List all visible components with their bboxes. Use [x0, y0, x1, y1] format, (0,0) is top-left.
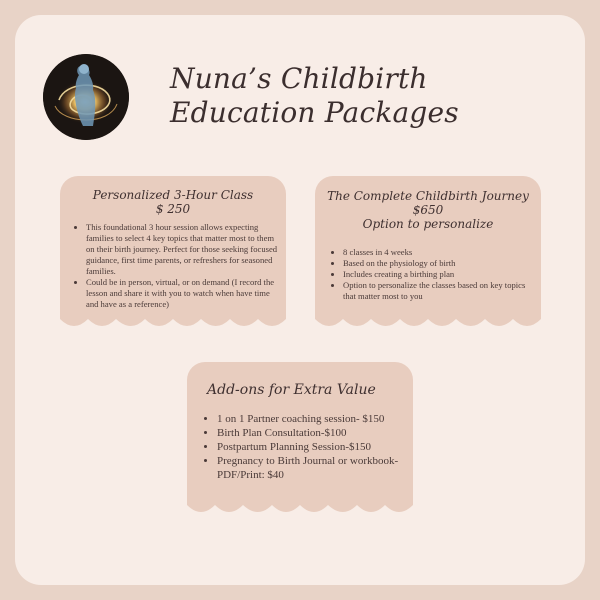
scallop-edge [60, 317, 286, 331]
page-title-line1: Nuna’s Childbirth [170, 62, 428, 95]
list-item: • This foundational 3 hour session allows expecting families to select 4 key topics that matter most to them on their birth journey. Perfect for those seeking focused guidance, first time parents, or refreshers for seasoned families. [86, 222, 278, 277]
list-item: • Pregnancy to Birth Journal or workbook- PDF/Print: $40 [217, 454, 405, 482]
list-item: • 8 classes in 4 weeks [343, 247, 535, 258]
package-card-personalized [60, 176, 286, 319]
package-features-list [60, 222, 286, 310]
addons-title: Add-ons for Extra Value [207, 382, 376, 398]
package-title [60, 176, 286, 216]
list-item: • Postpartum Planning Session-$150 [217, 440, 405, 454]
package-price: $ 250 [155, 202, 191, 216]
swirl-figure-logo-icon [43, 54, 129, 140]
addons-list [187, 412, 413, 482]
list-item: • Could be in person, virtual, or on demand (I record the lesson and share it with you to watch when have time and have as a reference) [86, 277, 278, 310]
package-title-text: Personalized 3-Hour Class [92, 188, 254, 202]
list-item: • Includes creating a birthing plan [343, 269, 535, 280]
package-title-text: The Complete Childbirth Journey [327, 189, 529, 203]
package-features-list [315, 247, 541, 302]
list-item: • Option to personalize the classes based on key topics that matter most to you [343, 280, 535, 302]
list-item: • 1 on 1 Partner coaching session- $150 [217, 412, 405, 426]
page-title-line2: Education Packages [170, 96, 459, 129]
addons-card [187, 362, 413, 505]
package-title [315, 176, 541, 231]
scallop-edge [315, 317, 541, 331]
package-card-complete-journey [315, 176, 541, 319]
list-item: • Based on the physiology of birth [343, 258, 535, 269]
scallop-edge [187, 503, 413, 517]
package-price: $650 [412, 203, 444, 217]
list-item: • Birth Plan Consultation-$100 [217, 426, 405, 440]
package-subtitle: Option to personalize [362, 217, 494, 231]
page-title [170, 62, 570, 130]
